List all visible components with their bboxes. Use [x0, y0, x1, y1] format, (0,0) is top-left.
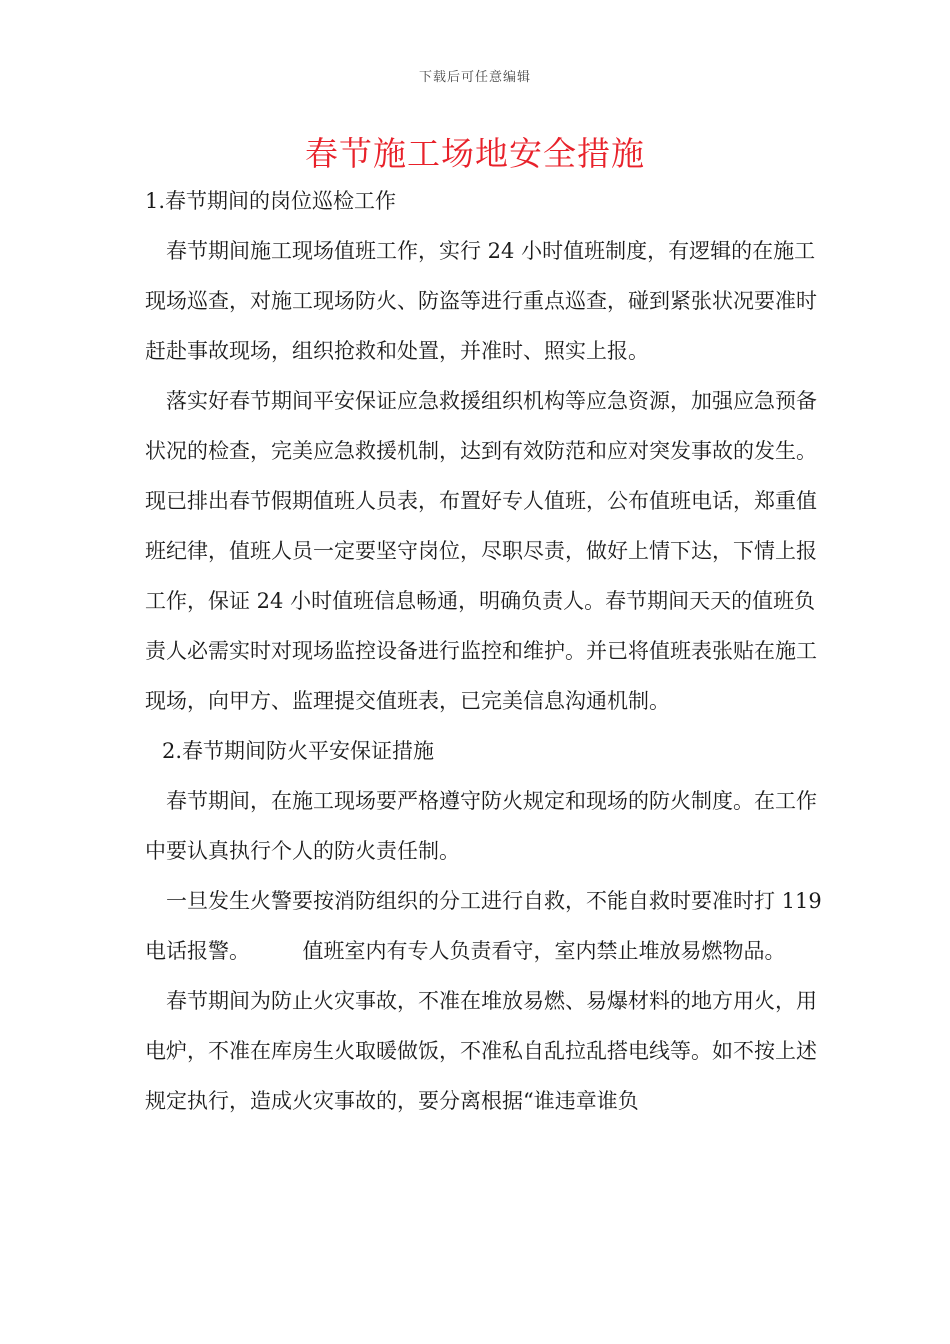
section-2-heading: 2.春节期间防火平安保证措施 [162, 739, 435, 763]
section-1-heading: 1.春节期间的岗位巡检工作 [145, 189, 397, 213]
paragraph: 春节期间为防止火灾事故，不准在堆放易燃、易爆材料的地方用火，用电炉，不准在库房生火取暖做饭，不准私自乱拉乱搭电线等。如不按上述规定执行，造成火灾事故的，要分离根据“谁违章谁负 [145, 989, 817, 1113]
document-body [145, 176, 825, 1126]
paragraph: 春节期间施工现场值班工作，实行 24 小时值班制度，有逻辑的在施工现场巡查，对施工现场防火、防盗等进行重点巡查，碰到紧张状况要准时赶赴事故现场，组织抢救和处置，并准时、照实上报。 [145, 239, 817, 363]
paragraph: 一旦发生火警要按消防组织的分工进行自救，不能自救时要准时打 119 电话报警。 值班室内有专人负责看守，室内禁止堆放易燃物品。 [145, 889, 822, 963]
document-title: 春节施工场地安全措施 [305, 134, 645, 173]
paragraph: 落实好春节期间平安保证应急救援组织机构等应急资源，加强应急预备状况的检查，完美应急救援机制，达到有效防范和应对突发事故的发生。现已排出春节假期值班人员表，布置好专人值班，公布值班电话，郑重值班纪律，值班人员一定要坚守岗位，尽职尽责，做好上情下达，下情上报工作，保证 24 小时值班信息畅通，明确负责人。春节期间天天的值班负责人必需实时对现场监控设备进行监控和维护。并已将值班表张贴在施工现场，向甲方、监理提交值班表，已完美信息沟通机制。 [145, 389, 817, 713]
header-note: 下载后可任意编辑 [418, 70, 531, 85]
paragraph: 春节期间，在施工现场要严格遵守防火规定和现场的防火制度。在工作中要认真执行个人的防火责任制。 [145, 789, 817, 863]
